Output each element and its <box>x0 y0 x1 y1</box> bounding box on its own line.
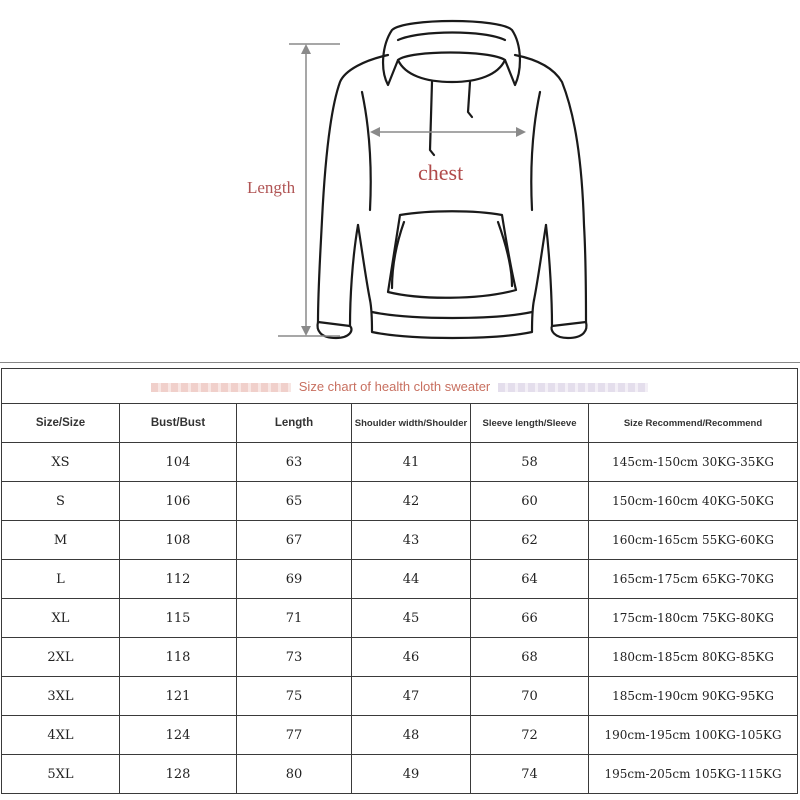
cell-recommend: 145cm-150cm 30KG-35KG <box>589 443 798 482</box>
cell-recommend: 180cm-185cm 80KG-85KG <box>589 638 798 677</box>
cell-size: S <box>2 482 120 521</box>
cell-recommend: 160cm-165cm 55KG-60KG <box>589 521 798 560</box>
cell-shoulder: 43 <box>352 521 471 560</box>
cell-length: 67 <box>237 521 352 560</box>
cell-length: 77 <box>237 716 352 755</box>
cell-recommend: 185cm-190cm 90KG-95KG <box>589 677 798 716</box>
cell-bust: 115 <box>120 599 237 638</box>
header-sleeve: Sleeve length/Sleeve <box>471 404 589 443</box>
cell-shoulder: 47 <box>352 677 471 716</box>
cell-bust: 104 <box>120 443 237 482</box>
cell-sleeve: 68 <box>471 638 589 677</box>
cell-size: 5XL <box>2 755 120 794</box>
cell-shoulder: 46 <box>352 638 471 677</box>
cell-recommend: 150cm-160cm 40KG-50KG <box>589 482 798 521</box>
table-row <box>2 755 798 794</box>
cell-size: 3XL <box>2 677 120 716</box>
cell-recommend: 195cm-205cm 105KG-115KG <box>589 755 798 794</box>
cell-bust: 118 <box>120 638 237 677</box>
cell-bust: 112 <box>120 560 237 599</box>
cell-size: L <box>2 560 120 599</box>
cell-shoulder: 49 <box>352 755 471 794</box>
cell-sleeve: 66 <box>471 599 589 638</box>
hoodie-outline-drawing <box>0 0 800 362</box>
table-row <box>2 482 798 521</box>
divider <box>0 362 800 363</box>
cell-sleeve: 70 <box>471 677 589 716</box>
table-title <box>2 369 798 404</box>
cell-shoulder: 44 <box>352 560 471 599</box>
cell-size: 4XL <box>2 716 120 755</box>
cell-recommend: 165cm-175cm 65KG-70KG <box>589 560 798 599</box>
cell-length: 69 <box>237 560 352 599</box>
table-row <box>2 677 798 716</box>
cell-recommend: 190cm-195cm 100KG-105KG <box>589 716 798 755</box>
cell-length: 65 <box>237 482 352 521</box>
cell-bust: 121 <box>120 677 237 716</box>
cell-length: 80 <box>237 755 352 794</box>
cell-shoulder: 42 <box>352 482 471 521</box>
blurred-text-decoration <box>151 383 291 392</box>
cell-sleeve: 58 <box>471 443 589 482</box>
table-row <box>2 443 798 482</box>
cell-bust: 128 <box>120 755 237 794</box>
cell-shoulder: 48 <box>352 716 471 755</box>
table-title-text: Size chart of health cloth sweater <box>298 378 491 394</box>
cell-shoulder: 45 <box>352 599 471 638</box>
cell-length: 63 <box>237 443 352 482</box>
table-row <box>2 638 798 677</box>
length-label: Length <box>247 178 296 197</box>
cell-size: M <box>2 521 120 560</box>
header-bust: Bust/Bust <box>120 404 237 443</box>
cell-length: 75 <box>237 677 352 716</box>
size-chart-table <box>1 368 798 794</box>
hoodie-illustration <box>0 0 800 362</box>
header-length: Length <box>237 404 352 443</box>
table-row <box>2 716 798 755</box>
cell-length: 71 <box>237 599 352 638</box>
cell-sleeve: 74 <box>471 755 589 794</box>
cell-size: XL <box>2 599 120 638</box>
cell-length: 73 <box>237 638 352 677</box>
cell-sleeve: 64 <box>471 560 589 599</box>
cell-sleeve: 72 <box>471 716 589 755</box>
cell-bust: 108 <box>120 521 237 560</box>
cell-recommend: 175cm-180cm 75KG-80KG <box>589 599 798 638</box>
table-row <box>2 599 798 638</box>
cell-bust: 124 <box>120 716 237 755</box>
cell-size: XS <box>2 443 120 482</box>
cell-shoulder: 41 <box>352 443 471 482</box>
chest-label: chest <box>418 160 464 185</box>
cell-sleeve: 60 <box>471 482 589 521</box>
cell-size: 2XL <box>2 638 120 677</box>
header-shoulder: Shoulder width/Shoulder <box>352 404 471 443</box>
table-row <box>2 560 798 599</box>
header-recommend: Size Recommend/Recommend <box>589 404 798 443</box>
blurred-text-decoration <box>498 383 648 392</box>
cell-bust: 106 <box>120 482 237 521</box>
header-size: Size/Size <box>2 404 120 443</box>
header-row <box>2 404 798 443</box>
cell-sleeve: 62 <box>471 521 589 560</box>
table-row <box>2 521 798 560</box>
